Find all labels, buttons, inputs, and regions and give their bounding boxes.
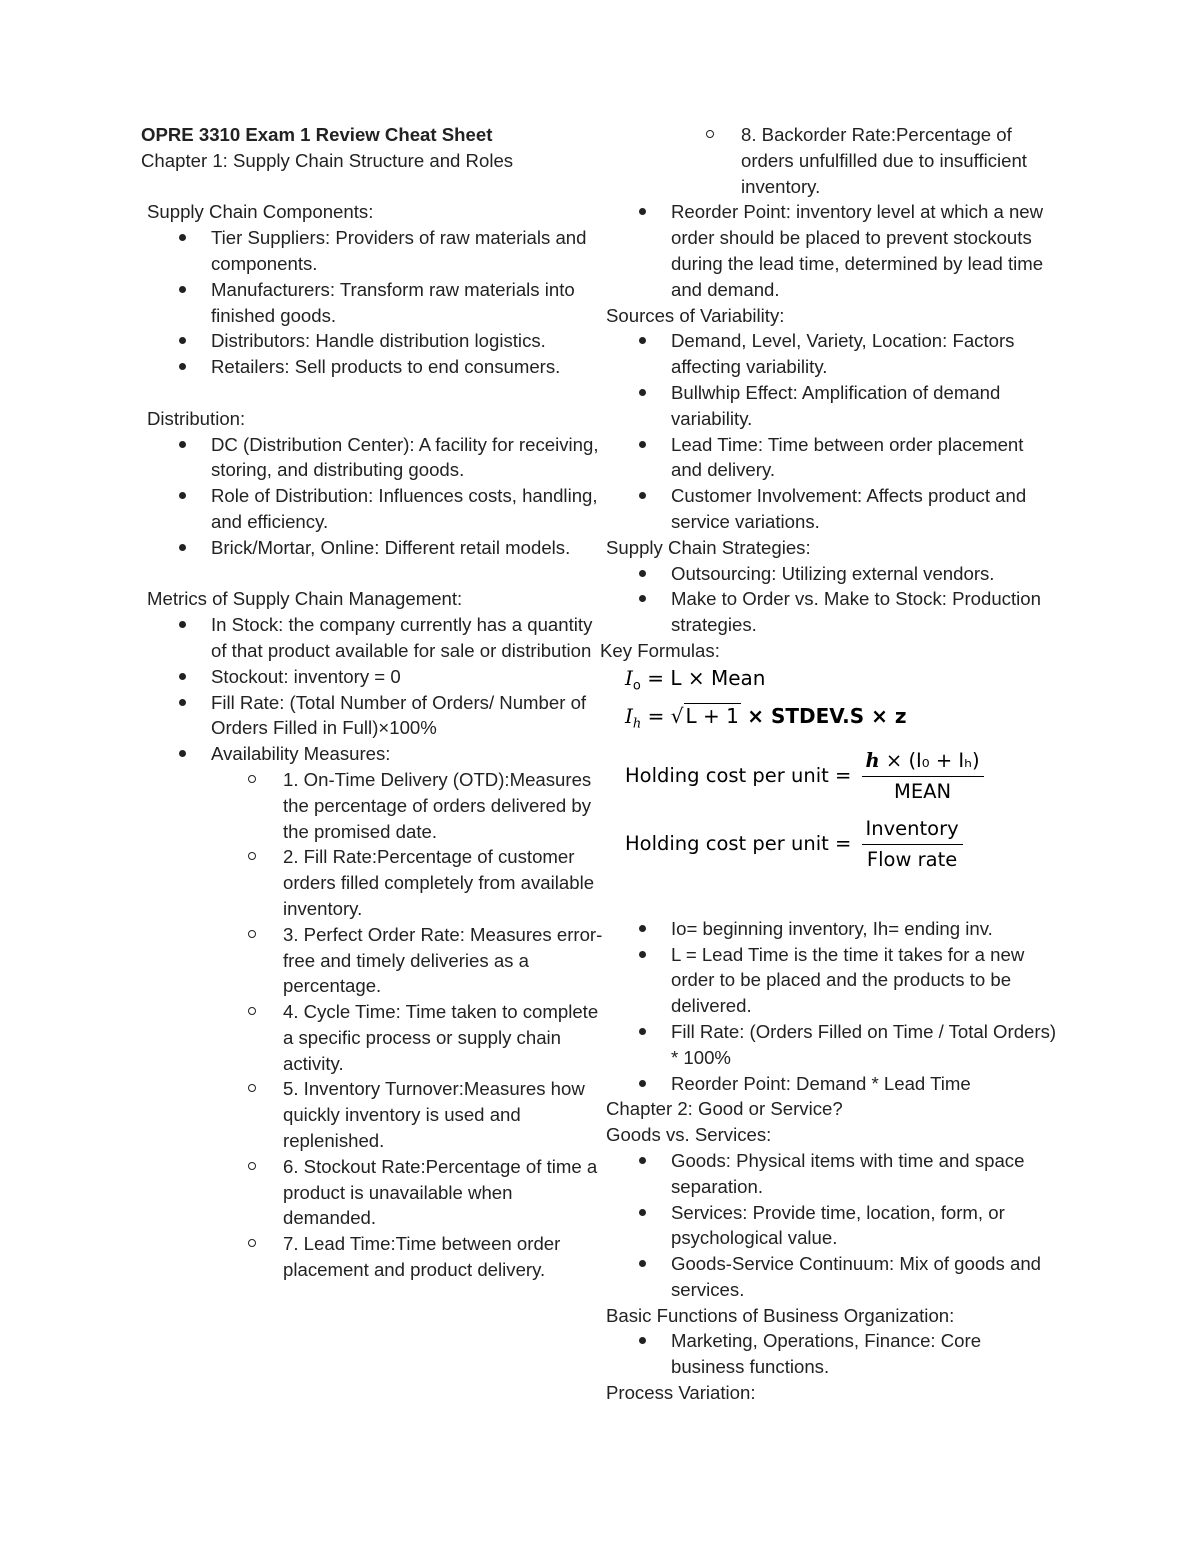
formula-holding-cost-mean: Holding cost per unit = $\frac{\text{h × (I₀ + Iₕ)}}{\text{MEAN}}$ (625, 748, 984, 805)
functions-heading: Basic Functions of Business Organization: (606, 1304, 955, 1326)
list-item: Io= beginning inventory, Ih= ending inv. (600, 916, 1058, 942)
goods-heading: Goods vs. Services: (606, 1124, 772, 1146)
metrics-list (141, 612, 603, 767)
strategies-list (600, 561, 1058, 638)
list-item: Outsourcing: Utilizing external vendors. (600, 561, 1058, 587)
chapter-2-heading: Chapter 2: Good or Service? (606, 1098, 843, 1120)
formula-ending-inventory: $I_h$ = √ L + 1 × STDEV.S × z (625, 703, 907, 732)
list-item: DC (Distribution Center): A facility for receiving, storing, and distributing goods. (141, 432, 603, 484)
list-item: 7. Lead Time:Time between order placement and product delivery. (141, 1231, 603, 1283)
list-item: Reorder Point: Demand * Lead Time (600, 1071, 1058, 1097)
availability-list-continued (600, 122, 1058, 199)
distribution-heading: Distribution: (147, 407, 246, 429)
formula-holding-cost-flow: Holding cost per unit = $\frac{\text{Inventory}}{\text{Flow rate}}$ (625, 816, 963, 873)
goods-list (600, 1148, 1058, 1303)
list-item: L = Lead Time is the time it takes for a new order to be placed and the products to be delivered. (600, 942, 1058, 1019)
formula-beginning-inventory: $I_o = L$ × Mean (625, 665, 766, 694)
list-item: Manufacturers: Transform raw materials into finished goods. (141, 277, 603, 329)
left-column (141, 122, 603, 1283)
list-item: Services: Provide time, location, form, or psychological value. (600, 1200, 1058, 1252)
variability-list (600, 328, 1058, 534)
functions-list (600, 1328, 1058, 1380)
list-item: Make to Order vs. Make to Stock: Production strategies. (600, 586, 1058, 638)
list-item: Lead Time: Time between order placement and delivery. (600, 432, 1058, 484)
reorder-list (600, 199, 1058, 302)
metrics-heading: Metrics of Supply Chain Management: (147, 588, 463, 610)
list-item: Tier Suppliers: Providers of raw materials and components. (141, 225, 603, 277)
list-item: 8. Backorder Rate:Percentage of orders unfulfilled due to insufficient inventory. (600, 122, 1058, 199)
list-item: Retailers: Sell products to end consumers. (141, 354, 603, 380)
list-item: 6. Stockout Rate:Percentage of time a product is unavailable when demanded. (141, 1154, 603, 1231)
list-item: Fill Rate: (Orders Filled on Time / Total Orders) * 100% (600, 1019, 1058, 1071)
list-item: Goods: Physical items with time and space separation. (600, 1148, 1058, 1200)
list-item: Distributors: Handle distribution logistics. (141, 328, 603, 354)
list-item: 1. On-Time Delivery (OTD):Measures the percentage of orders delivered by the promised date. (141, 767, 603, 844)
list-item: 3. Perfect Order Rate: Measures error-free and timely deliveries as a percentage. (141, 922, 603, 999)
list-item: 2. Fill Rate:Percentage of customer orders filled completely from available inventory. (141, 844, 603, 921)
list-item: Bullwhip Effect: Amplification of demand variability. (600, 380, 1058, 432)
distribution-list (141, 432, 603, 561)
list-item: In Stock: the company currently has a quantity of that product available for sale or distribution (141, 612, 603, 664)
strategies-heading: Supply Chain Strategies: (606, 536, 811, 558)
list-item: Reorder Point: inventory level at which a new order should be placed to prevent stockouts during the lead time, determined by lead time and demand. (600, 199, 1058, 302)
components-heading: Supply Chain Components: (147, 201, 374, 223)
list-item: Stockout: inventory = 0 (141, 664, 603, 690)
availability-list (141, 767, 603, 1283)
list-item: 5. Inventory Turnover:Measures how quickly inventory is used and replenished. (141, 1076, 603, 1153)
formulas-heading: Key Formulas: (600, 639, 720, 661)
formula-block (600, 664, 1058, 916)
list-item: Availability Measures: (141, 741, 603, 767)
right-column (600, 122, 1058, 1406)
list-item: Demand, Level, Variety, Location: Factors affecting variability. (600, 328, 1058, 380)
list-item: Fill Rate: (Total Number of Orders/ Number of Orders Filled in Full)×100% (141, 690, 603, 742)
list-item: Goods-Service Continuum: Mix of goods and services. (600, 1251, 1058, 1303)
variability-heading: Sources of Variability: (606, 304, 785, 326)
list-item: Marketing, Operations, Finance: Core business functions. (600, 1328, 1058, 1380)
chapter-1-heading: Chapter 1: Supply Chain Structure and Roles (141, 149, 514, 171)
list-item: 4. Cycle Time: Time taken to complete a specific process or supply chain activity. (141, 999, 603, 1076)
components-list (141, 225, 603, 380)
formula-notes-list (600, 916, 1058, 1097)
list-item: Brick/Mortar, Online: Different retail models. (141, 535, 603, 561)
document-title: OPRE 3310 Exam 1 Review Cheat Sheet (141, 124, 493, 145)
list-item: Role of Distribution: Influences costs, handling, and efficiency. (141, 483, 603, 535)
process-variation-heading: Process Variation: (606, 1382, 756, 1404)
list-item: Customer Involvement: Affects product and service variations. (600, 483, 1058, 535)
